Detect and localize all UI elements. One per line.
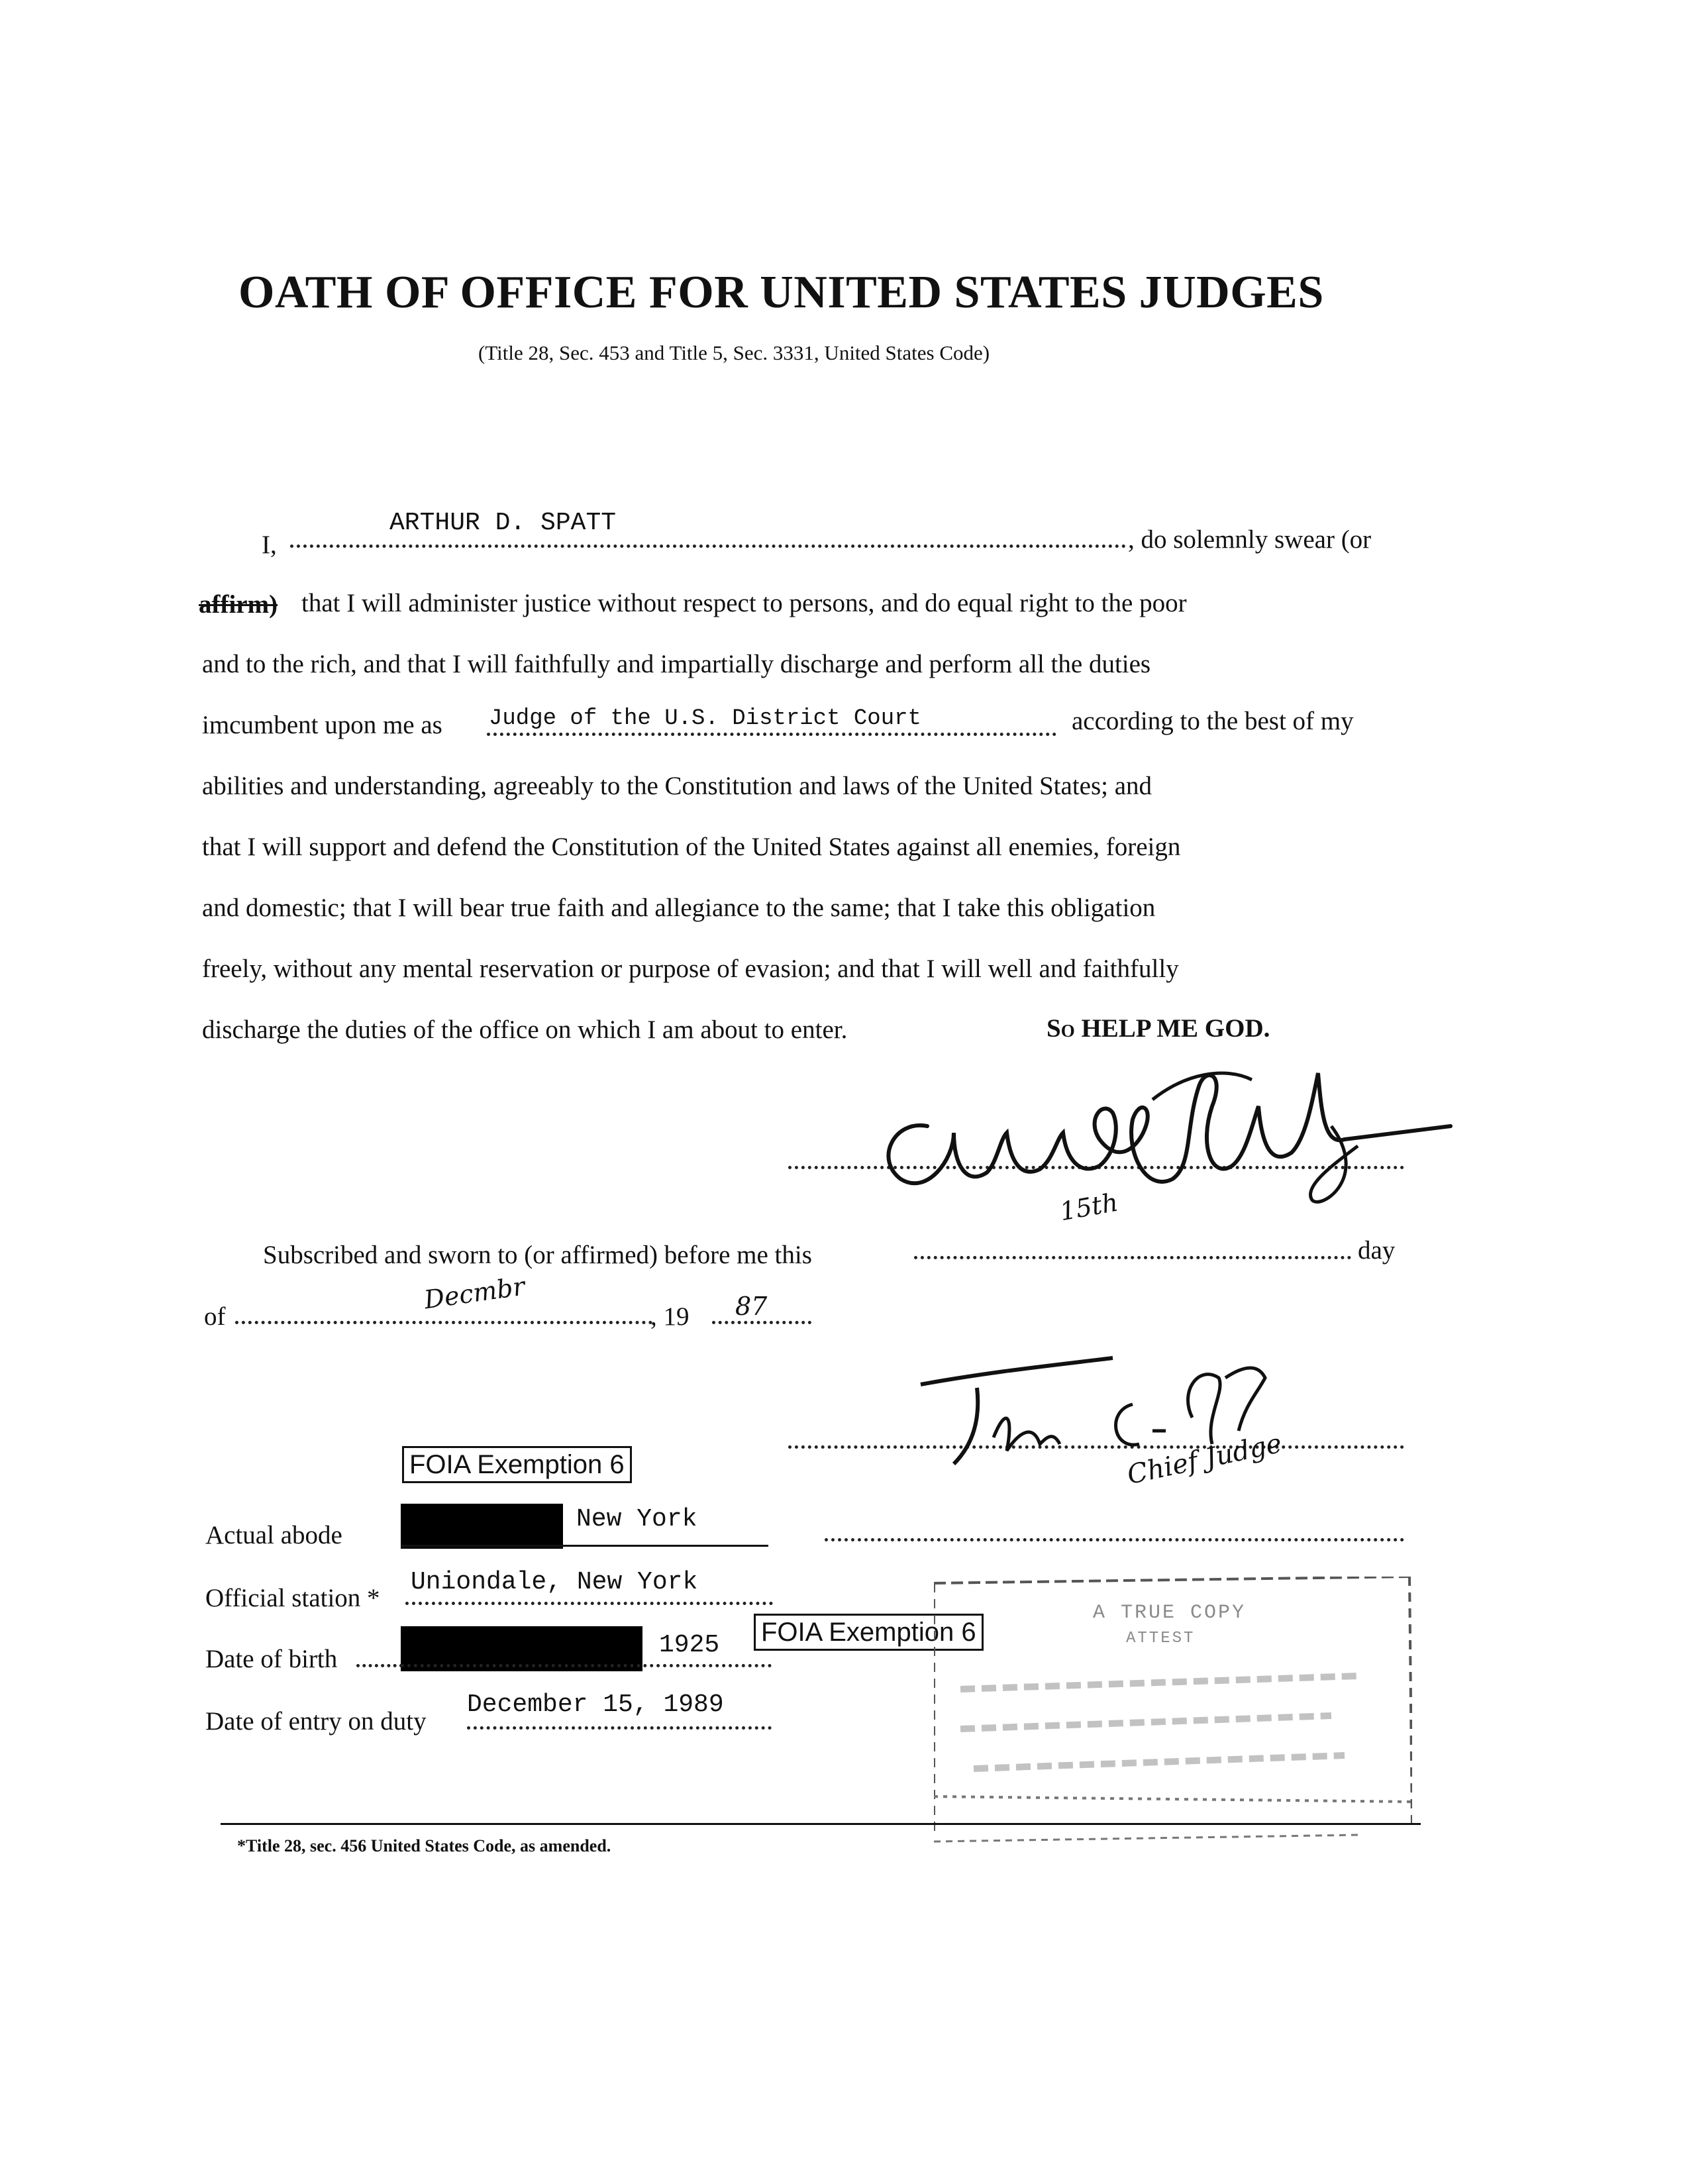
oath-line2: that I will administer justice without respect to persons, and do equal right to the poor	[301, 589, 1187, 617]
subscribed-prefix: Subscribed and sworn to (or affirmed) before me this	[263, 1241, 812, 1269]
abode-signature-dotted-line	[825, 1538, 1404, 1541]
subscribed-day-handwritten: 15th	[1057, 1187, 1121, 1227]
footer-rule	[221, 1823, 1421, 1825]
subscribed-month-handwritten: Decmbr	[422, 1271, 527, 1315]
oath-line3: and to the rich, and that I will faithfully and impartially discharge and perform all the duties	[202, 650, 1151, 678]
entry-value: December 15, 1989	[467, 1690, 724, 1719]
entry-label: Date of entry on duty	[205, 1707, 427, 1736]
foia-redaction-label: FOIA Exemption 6	[402, 1446, 632, 1483]
name-dotted-line	[290, 545, 1126, 548]
year-dotted-line	[712, 1321, 811, 1324]
birth-dotted-lead	[356, 1664, 403, 1667]
of-label: of	[204, 1302, 226, 1331]
birth-dotted-line	[401, 1664, 772, 1667]
document-title: OATH OF OFFICE FOR UNITED STATES JUDGES	[238, 267, 1324, 318]
stamp-line2: ATTEST	[1126, 1630, 1196, 1647]
stamp-line1: A TRUE COPY	[1093, 1602, 1247, 1624]
officiant-title-handwritten: Chief Judge	[1124, 1428, 1285, 1491]
subscribed-day-suffix: day	[1358, 1236, 1396, 1265]
oath-office-field: Judge of the U.S. District Court	[489, 706, 921, 731]
oath-line9-suffix: So HELP ME GOD.	[1047, 1014, 1270, 1043]
oath-line4-prefix: imcumbent upon me as	[202, 711, 442, 739]
oath-name-field: ARTHUR D. SPATT	[389, 509, 617, 537]
footnote: *Title 28, sec. 456 United States Code, as amended.	[237, 1836, 611, 1855]
station-value: Uniondale, New York	[411, 1568, 698, 1596]
abode-underline	[401, 1545, 768, 1547]
true-copy-stamp	[934, 1577, 1412, 1855]
year-prefix: , 19	[650, 1302, 690, 1331]
birth-label: Date of birth	[205, 1645, 338, 1673]
birth-value: 1925	[659, 1631, 720, 1659]
document-subtitle: (Title 28, Sec. 453 and Title 5, Sec. 3331, United States Code)	[478, 341, 990, 364]
oath-line8: freely, without any mental reservation or purpose of evasion; and that I will well and faithfully	[202, 955, 1179, 983]
entry-dotted-line	[467, 1726, 772, 1730]
oath-line9-prefix: discharge the duties of the office on which I am about to enter.	[202, 1015, 848, 1044]
redaction-bar	[401, 1504, 563, 1549]
station-label: Official station *	[205, 1584, 380, 1612]
oath-line4-suffix: according to the best of my	[1072, 707, 1354, 735]
station-dotted-line	[405, 1602, 773, 1605]
oath-struck-affirm: affirm)	[199, 590, 278, 619]
foia-redaction-label: FOIA Exemption 6	[754, 1614, 984, 1651]
month-dotted-line	[235, 1321, 652, 1324]
day-dotted-line	[914, 1256, 1351, 1259]
oath-line1-prefix: I,	[262, 531, 277, 559]
affiant-signature	[854, 1047, 1451, 1219]
subscribed-year-handwritten: 87	[735, 1292, 768, 1321]
oath-line7: and domestic; that I will bear true faith and allegiance to the same; that I take this obligation	[202, 894, 1156, 922]
oath-line6: that I will support and defend the Constitution of the United States against all enemies, foreign	[202, 833, 1181, 861]
oath-line5: abilities and understanding, agreeably to the Constitution and laws of the United States; and	[202, 772, 1152, 800]
abode-label: Actual abode	[205, 1521, 342, 1549]
office-dotted-line	[487, 733, 1056, 736]
oath-line1-suffix: , do solemnly swear (or	[1128, 525, 1372, 554]
abode-value: New York	[576, 1505, 697, 1534]
